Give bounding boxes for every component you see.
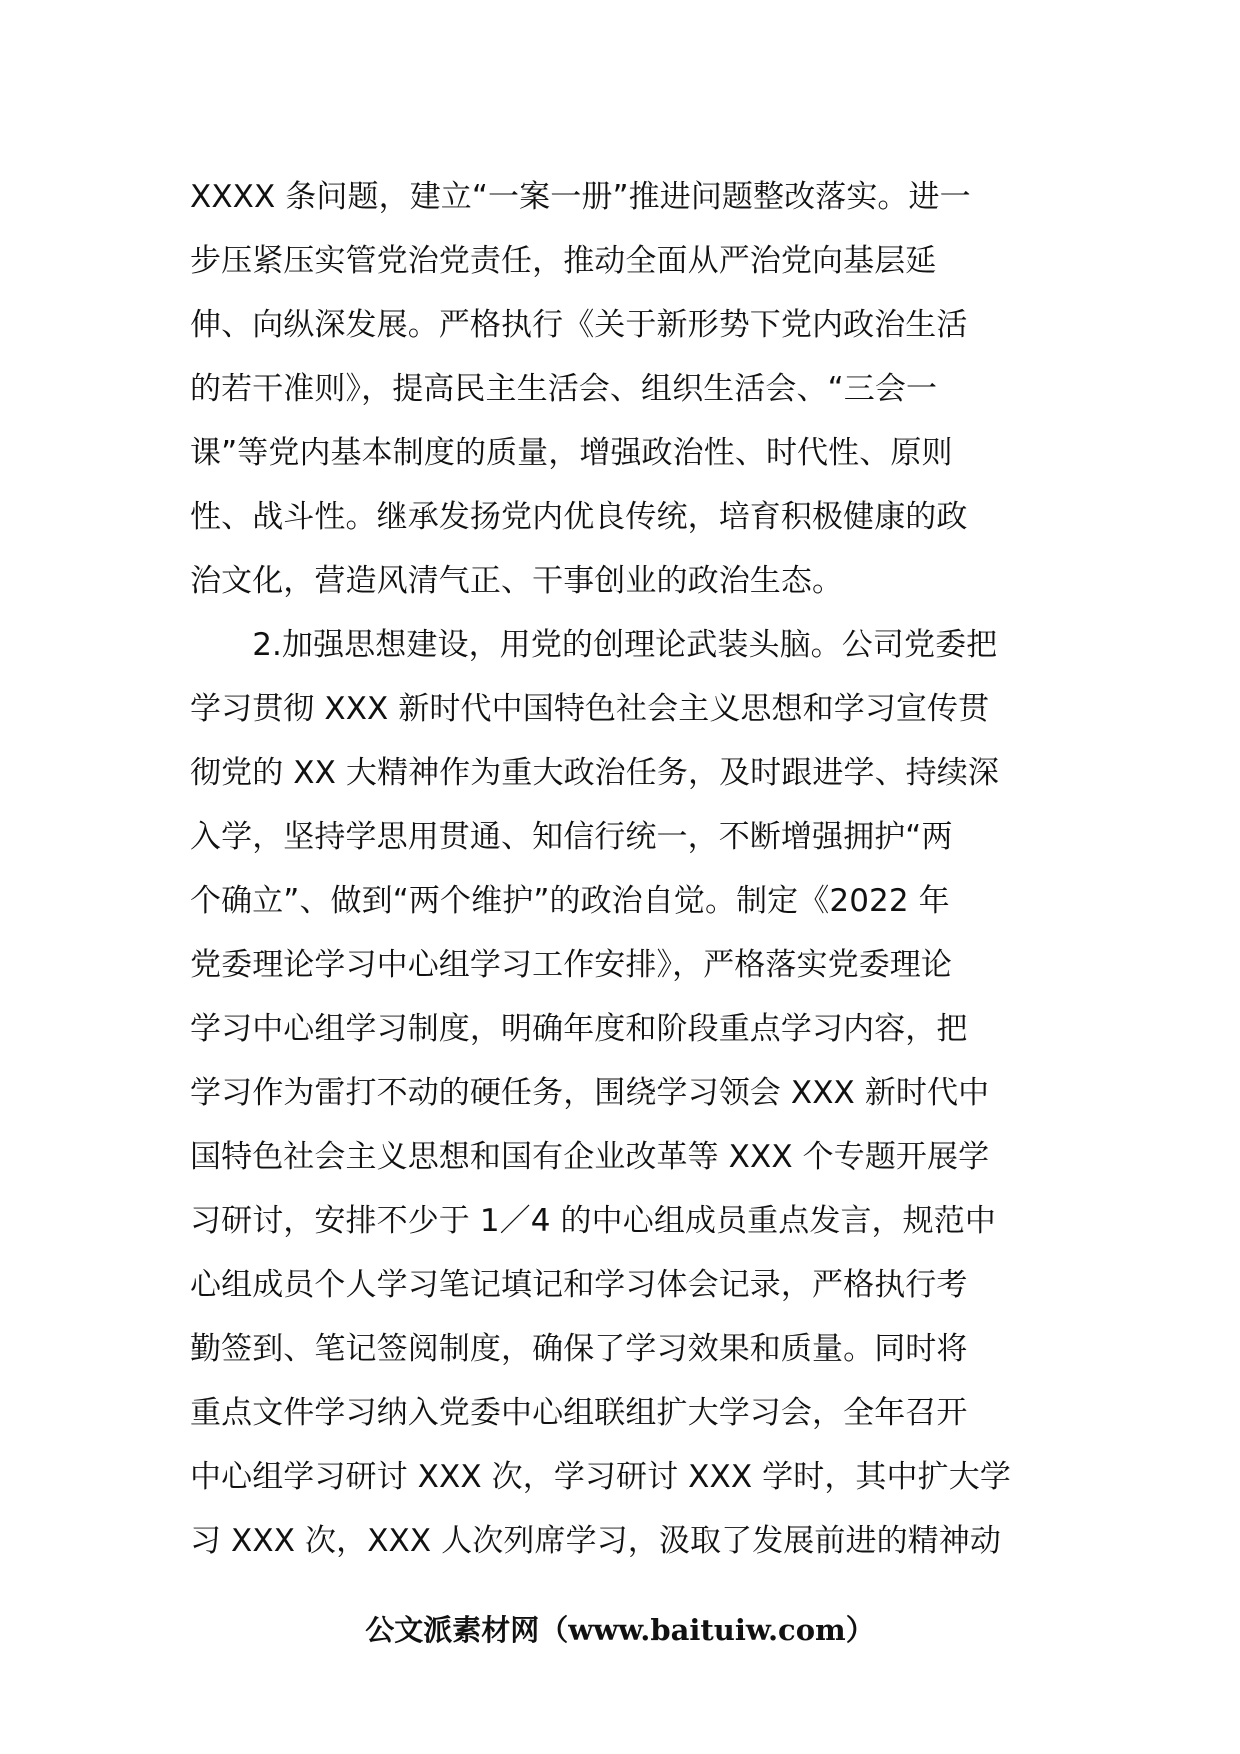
text-line-3: 伸、向纵深发展。严格执行《关于新形势下党内政治生活 — [190, 307, 968, 343]
text-line-7: 治文化，营造风清气正、干事创业的政治生态。 — [190, 563, 844, 599]
text-line-9: 学习贯彻 XXX 新时代中国特色社会主义思想和学习宣传贯 — [190, 691, 990, 727]
body-text — [190, 165, 1050, 1573]
text-line-6: 性、战斗性。继承发扬党内优良传统，培育积极健康的政 — [190, 499, 968, 535]
text-line-13: 党委理论学习中心组学习工作安排》，严格落实党委理论 — [190, 947, 952, 983]
text-line-2: 步压紧压实管党治党责任，推动全面从严治党向基层延 — [190, 243, 937, 279]
text-line-16: 国特色社会主义思想和国有企业改革等 XXX 个专题开展学 — [190, 1139, 990, 1175]
text-line-4: 的若干准则》，提高民主生活会、组织生活会、“三会一 — [190, 371, 938, 407]
text-line-10: 彻党的 XX 大精神作为重大政治任务，及时跟进学、持续深 — [190, 755, 999, 791]
text-line-21: 中心组学习研讨 XXX 次，学习研讨 XXX 学时，其中扩大学 — [190, 1459, 1011, 1495]
text-line-20: 重点文件学习纳入党委中心组联组扩大学习会，全年召开 — [190, 1395, 968, 1431]
text-line-17: 习研讨，安排不少于 1／4 的中心组成员重点发言，规范中 — [190, 1203, 996, 1239]
text-line-19: 勤签到、笔记签阅制度，确保了学习效果和质量。同时将 — [190, 1331, 968, 1367]
text-line-18: 心组成员个人学习笔记填记和学习体会记录，严格执行考 — [190, 1267, 968, 1303]
text-line-1: XXXX 条问题，建立“一案一册”推进问题整改落实。进一 — [190, 179, 971, 215]
text-line-22: 习 XXX 次，XXX 人次列席学习，汲取了发展前进的精神动 — [190, 1523, 1001, 1559]
text-line-5: 课”等党内基本制度的质量，增强政治性、时代性、原则 — [190, 435, 953, 471]
text-line-15: 学习作为雷打不动的硬任务，围绕学习领会 XXX 新时代中 — [190, 1075, 990, 1111]
text-line-8: 2.加强思想建设，用党的创理论武装头脑。公司党委把 — [190, 627, 998, 663]
text-line-11: 入学，坚持学思用贯通、知信行统一，不断增强拥护“两 — [190, 819, 953, 855]
text-line-12: 个确立”、做到“两个维护”的政治自觉。制定《2022 年 — [190, 883, 950, 919]
footer-watermark: 公文派素材网（www.baituiw.com） — [365, 1613, 875, 1647]
text-line-14: 学习中心组学习制度，明确年度和阶段重点学习内容，把 — [190, 1011, 968, 1047]
